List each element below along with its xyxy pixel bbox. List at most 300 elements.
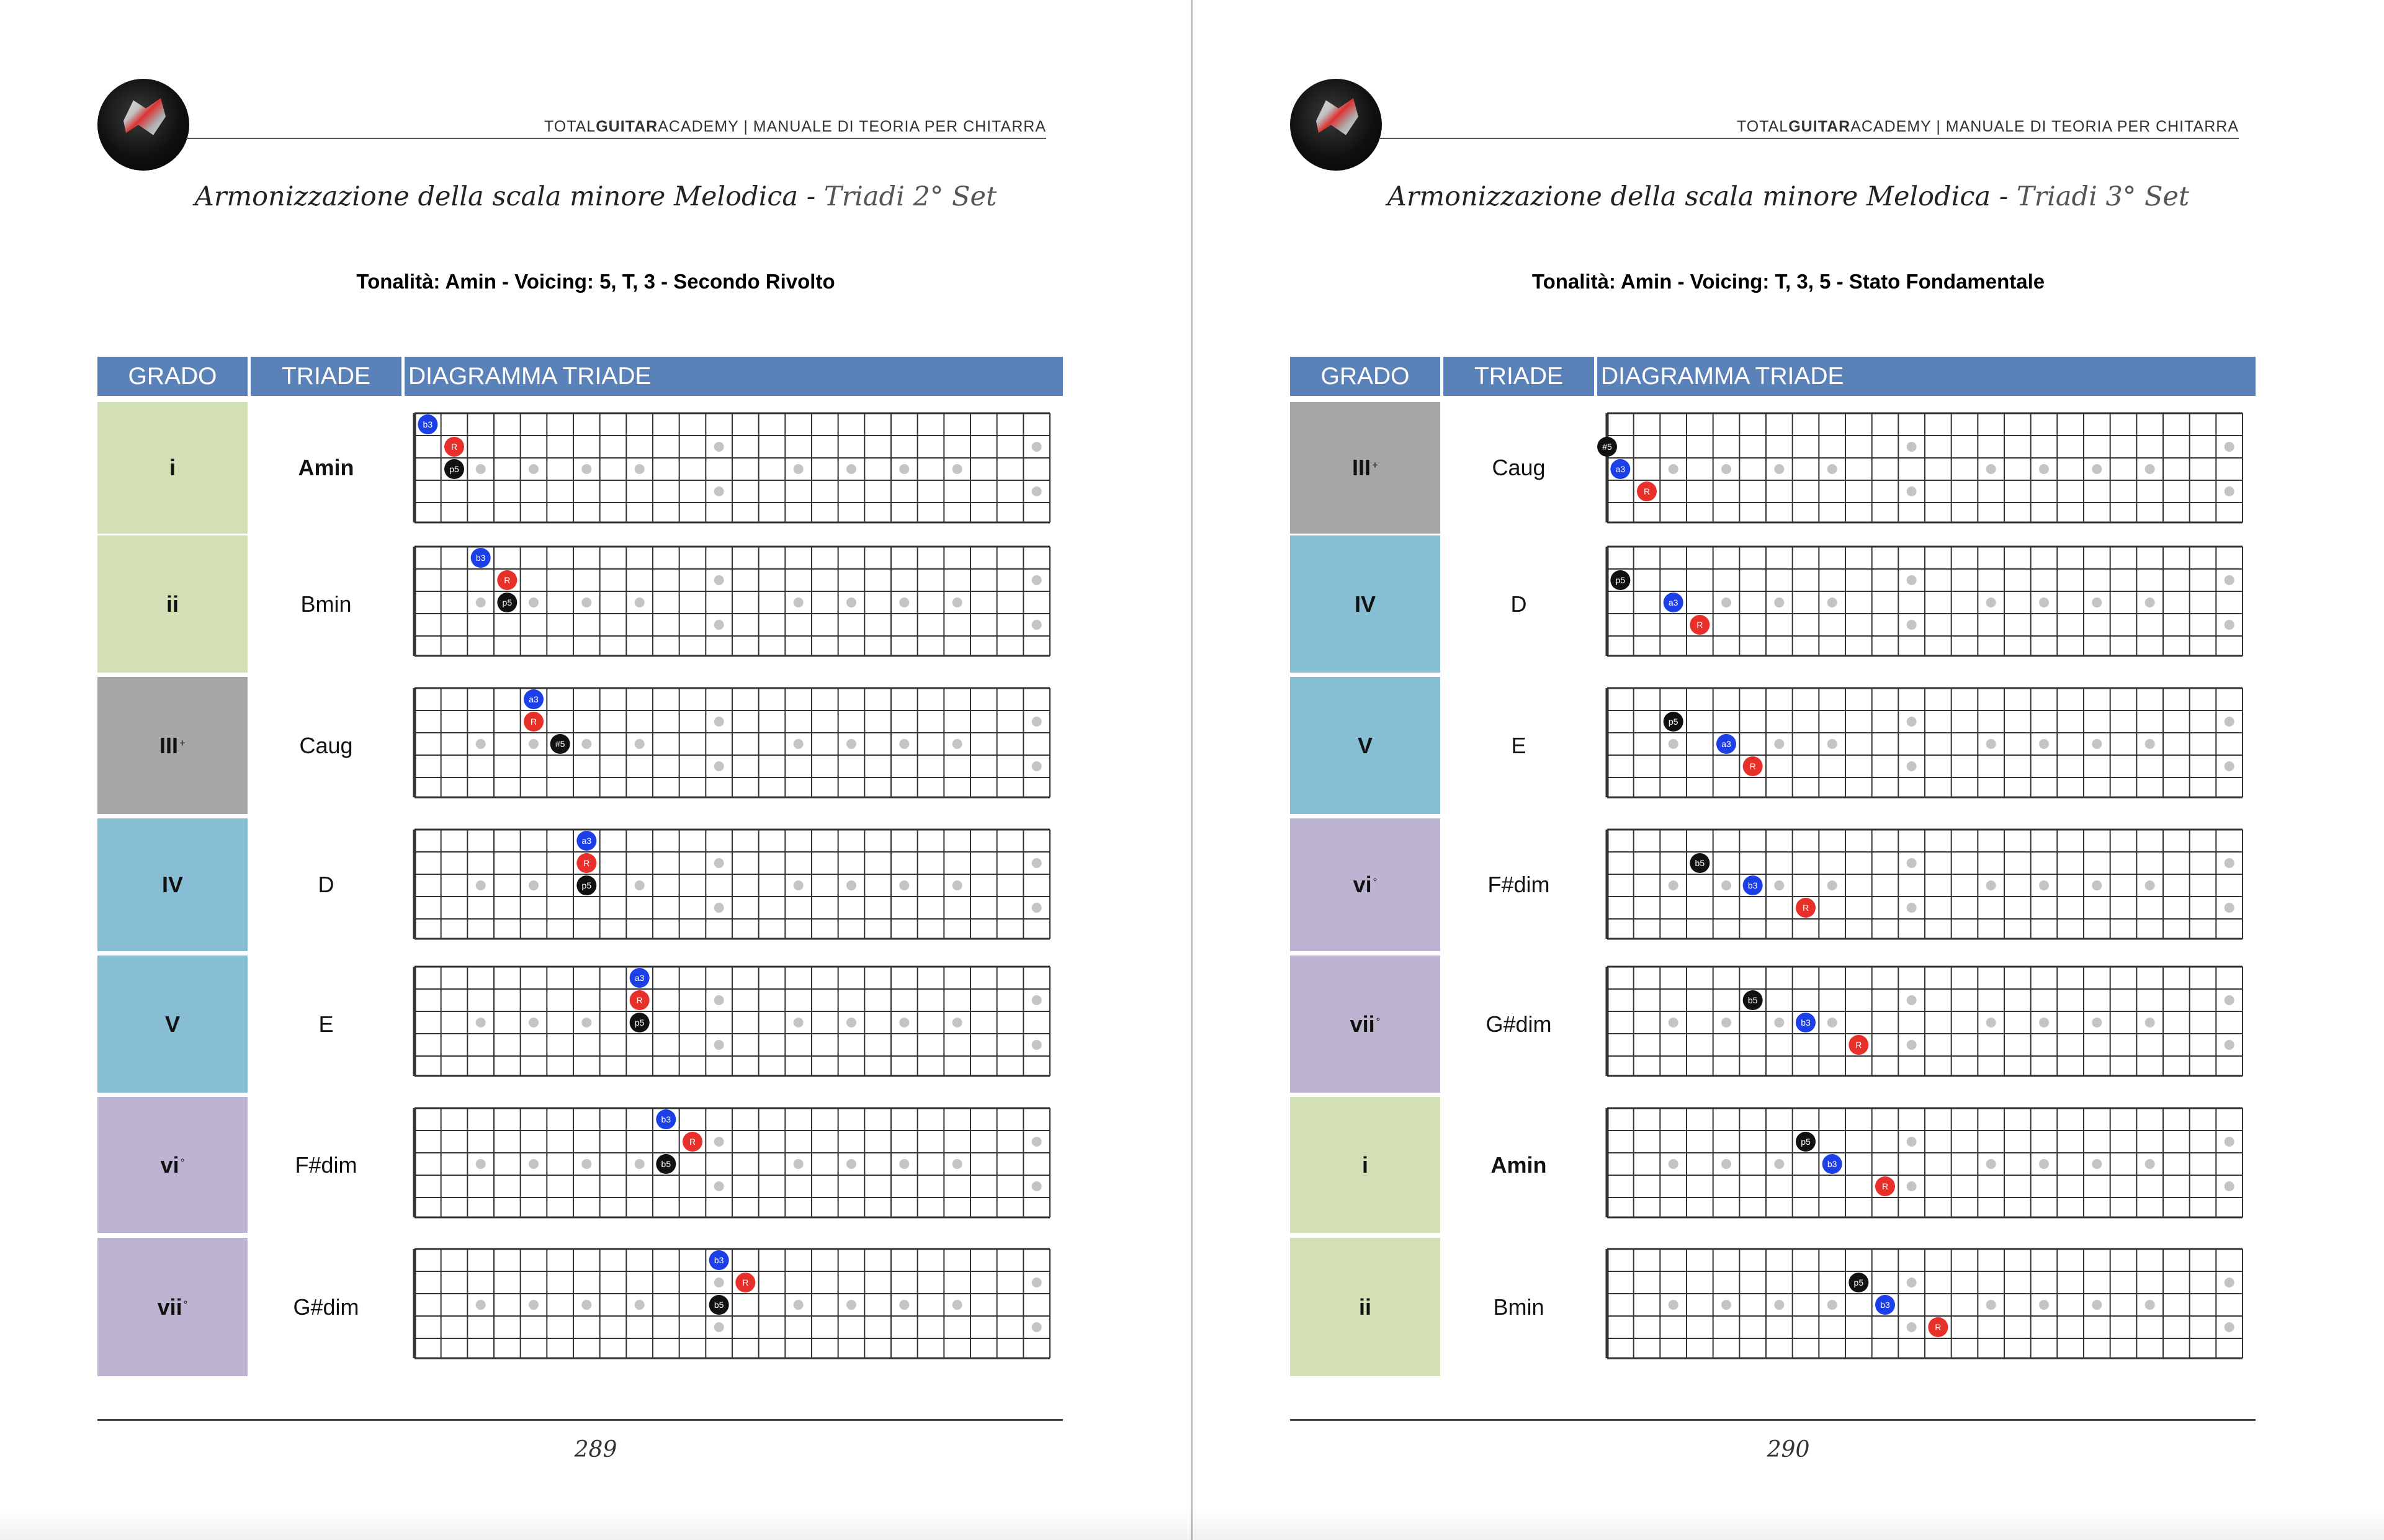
note-label: R <box>1802 903 1809 913</box>
note-label: b3 <box>714 1255 724 1265</box>
brand-total: TOTAL <box>1736 118 1789 135</box>
triade-name: G#dim <box>293 1294 359 1320</box>
triade-name: Caug <box>299 732 353 758</box>
inlay-marker <box>794 598 804 607</box>
grado-cell <box>1290 402 1440 534</box>
inlay-marker <box>952 598 962 607</box>
note-label: p5 <box>1615 575 1626 585</box>
inlay-marker <box>846 1018 856 1027</box>
inlay-marker <box>794 739 804 749</box>
note-dot-blue <box>1664 593 1683 612</box>
inlay-marker <box>1986 1300 1996 1310</box>
inlay-marker <box>1721 1018 1731 1027</box>
note-dot-red <box>1928 1317 1948 1337</box>
grado-label: IV <box>161 872 183 897</box>
note-dot-blue <box>1822 1154 1842 1174</box>
fretboard-diagram <box>1605 542 2244 658</box>
note-label: R <box>742 1278 749 1287</box>
grado-cell <box>97 818 248 951</box>
grado-cell <box>97 1238 248 1376</box>
inlay-marker <box>794 464 804 474</box>
inlay-marker <box>476 880 486 890</box>
diagram-cell <box>1605 1103 2244 1219</box>
grado-label: i <box>1361 1152 1368 1178</box>
note-label: b5 <box>1747 995 1758 1005</box>
note-dot-red <box>1743 756 1763 776</box>
inlay-marker <box>581 1159 591 1169</box>
note-label: R <box>450 442 458 452</box>
inlay-marker <box>2092 464 2102 474</box>
grado-label: vii <box>1350 1011 1375 1037</box>
inlay-marker <box>1907 858 1917 868</box>
note-dot-blue <box>1716 734 1736 754</box>
inlay-marker <box>1032 1278 1042 1287</box>
fretboard-diagram <box>1605 825 2244 941</box>
note-label: p5 <box>502 598 513 607</box>
note-dot-red <box>1796 898 1816 918</box>
note-dot-black <box>550 734 570 754</box>
footer-rule <box>97 1419 1063 1421</box>
fretboard-diagram <box>413 962 1052 1078</box>
note-dot-blue <box>1875 1295 1895 1315</box>
brand-total: TOTAL <box>544 118 596 135</box>
grado-cell <box>97 1097 248 1233</box>
inlay-marker <box>2092 1300 2102 1310</box>
inlay-marker <box>1774 1300 1784 1310</box>
note-dot-black <box>630 1013 650 1032</box>
column-header-diagram: DIAGRAMMA TRIADE <box>405 357 1063 396</box>
inlay-marker <box>529 598 539 607</box>
inlay-marker <box>476 1018 486 1027</box>
inlay-marker <box>1032 1137 1042 1147</box>
academy-logo <box>97 79 189 171</box>
inlay-marker <box>952 1159 962 1169</box>
inlay-marker <box>2225 995 2234 1005</box>
inlay-marker <box>1827 880 1837 890</box>
table-row <box>0 1097 1191 1233</box>
note-dot-red <box>444 437 464 457</box>
note-label: p5 <box>1668 717 1678 727</box>
academy-logo <box>1290 79 1382 171</box>
fretboard-diagram <box>1605 962 2244 1078</box>
note-label: b3 <box>1827 1159 1837 1169</box>
grado-cell <box>97 677 248 814</box>
inlay-marker <box>635 464 645 474</box>
page-title <box>0 181 1191 212</box>
inlay-marker <box>2225 717 2234 727</box>
title-sub: Triadi 3° Set <box>2016 181 2190 212</box>
triade-name: Bmin <box>300 591 352 617</box>
note-label: b5 <box>714 1300 724 1310</box>
inlay-marker <box>476 1159 486 1169</box>
inlay-marker <box>2225 1181 2234 1191</box>
inlay-marker <box>476 464 486 474</box>
inlay-marker <box>1032 1322 1042 1332</box>
inlay-marker <box>952 1300 962 1310</box>
note-label: b5 <box>1695 858 1705 868</box>
note-dot-blue <box>418 414 437 434</box>
grado-quality: ° <box>1376 1015 1381 1027</box>
note-label: a3 <box>529 694 539 704</box>
inlay-marker <box>2225 1137 2234 1147</box>
header-manual: MANUALE DI TEORIA PER CHITARRA <box>1945 118 2239 135</box>
inlay-marker <box>2225 903 2234 913</box>
triade-name: D <box>318 872 334 897</box>
inlay-marker <box>2145 598 2155 607</box>
note-label: b3 <box>1801 1018 1811 1027</box>
inlay-marker <box>529 1159 539 1169</box>
triade-name: F#dim <box>1487 872 1550 897</box>
inlay-marker <box>2145 464 2155 474</box>
inlay-marker <box>1827 1300 1837 1310</box>
fretboard-diagram <box>413 542 1052 658</box>
inlay-marker <box>714 620 724 630</box>
triade-name: Caug <box>1492 455 1546 480</box>
grado-cell <box>1290 1097 1440 1233</box>
logo-guitar-icon <box>1311 96 1361 137</box>
grado-cell <box>97 956 248 1093</box>
inlay-marker <box>1827 598 1837 607</box>
inlay-marker <box>714 995 724 1005</box>
inlay-marker <box>529 1300 539 1310</box>
header-rule <box>1379 138 2239 139</box>
note-dot-blue <box>630 968 650 988</box>
inlay-marker <box>2039 464 2049 474</box>
note-dot-black <box>1743 990 1763 1010</box>
inlay-marker <box>714 486 724 496</box>
note-dot-blue <box>1796 1013 1816 1032</box>
grado-cell <box>1290 956 1440 1093</box>
inlay-marker <box>1669 464 1678 474</box>
note-dot-red <box>1690 615 1710 635</box>
inlay-marker <box>1986 598 1996 607</box>
inlay-marker <box>529 880 539 890</box>
inlay-marker <box>846 880 856 890</box>
triade-name: Bmin <box>1493 1294 1544 1320</box>
inlay-marker <box>714 1322 724 1332</box>
brand-academy: ACADEMY <box>658 118 739 135</box>
inlay-marker <box>1669 739 1678 749</box>
inlay-marker <box>2225 486 2234 496</box>
note-dot-black <box>497 593 517 612</box>
inlay-marker <box>1907 575 1917 585</box>
note-dot-red <box>1637 481 1657 501</box>
title-main: Armonizzazione della scala minore Melodica - <box>1387 181 2009 212</box>
inlay-marker <box>2039 1018 2049 1027</box>
diagram-cell <box>413 408 1052 524</box>
note-dot-red <box>524 712 544 732</box>
inlay-marker <box>714 575 724 585</box>
page-right <box>1193 0 2384 1540</box>
header-manual: MANUALE DI TEORIA PER CHITARRA <box>753 118 1046 135</box>
note-label: #5 <box>1602 442 1612 452</box>
diagram-cell <box>1605 1244 2244 1360</box>
inlay-marker <box>1721 1159 1731 1169</box>
note-dot-black <box>1610 570 1630 590</box>
inlay-marker <box>635 880 645 890</box>
diagram-cell <box>1605 542 2244 658</box>
inlay-marker <box>1032 442 1042 452</box>
inlay-marker <box>794 1018 804 1027</box>
inlay-marker <box>1907 761 1917 771</box>
fretboard-diagram <box>413 1103 1052 1219</box>
note-dot-black <box>576 875 596 895</box>
note-label: a3 <box>1615 464 1626 474</box>
header-brand <box>544 118 1046 136</box>
grado-label: ii <box>166 591 179 617</box>
inlay-marker <box>714 1137 724 1147</box>
logo-guitar-icon <box>119 96 168 137</box>
inlay-marker <box>899 1018 909 1027</box>
diagram-cell <box>1605 962 2244 1078</box>
inlay-marker <box>1721 1300 1731 1310</box>
note-label: b3 <box>1747 880 1758 890</box>
grado-cell <box>1290 1238 1440 1376</box>
inlay-marker <box>1721 880 1731 890</box>
grado-label: III <box>1352 455 1371 480</box>
inlay-marker <box>476 739 486 749</box>
note-label: b3 <box>1880 1300 1890 1310</box>
note-label: p5 <box>634 1018 645 1027</box>
inlay-marker <box>581 739 591 749</box>
inlay-marker <box>899 464 909 474</box>
table-row <box>0 818 1191 951</box>
note-dot-blue <box>656 1109 676 1129</box>
inlay-marker <box>2092 739 2102 749</box>
inlay-marker <box>1032 1040 1042 1050</box>
inlay-marker <box>714 717 724 727</box>
inlay-marker <box>529 1018 539 1027</box>
inlay-marker <box>2092 880 2102 890</box>
inlay-marker <box>2225 1322 2234 1332</box>
footer-rule <box>1290 1419 2256 1421</box>
note-dot-red <box>1875 1176 1895 1196</box>
inlay-marker <box>1986 739 1996 749</box>
inlay-marker <box>1669 880 1678 890</box>
inlay-marker <box>2039 598 2049 607</box>
triade-name: Amin <box>1490 1152 1547 1178</box>
inlay-marker <box>714 903 724 913</box>
inlay-marker <box>1721 598 1731 607</box>
inlay-marker <box>899 1159 909 1169</box>
inlay-marker <box>1907 442 1917 452</box>
inlay-marker <box>794 1300 804 1310</box>
inlay-marker <box>1907 903 1917 913</box>
inlay-marker <box>2145 1300 2155 1310</box>
inlay-marker <box>1907 1181 1917 1191</box>
fretboard-diagram <box>413 1244 1052 1360</box>
note-dot-black <box>1796 1132 1816 1152</box>
inlay-marker <box>581 598 591 607</box>
note-dot-black <box>709 1295 729 1315</box>
grado-quality: ° <box>183 1298 188 1310</box>
table-row <box>1193 677 2384 814</box>
grado-label: III <box>159 732 179 758</box>
note-label: b3 <box>661 1114 671 1124</box>
diagram-cell <box>413 683 1052 799</box>
inlay-marker <box>635 598 645 607</box>
inlay-marker <box>952 739 962 749</box>
note-dot-blue <box>1610 459 1630 479</box>
note-label: b3 <box>475 553 486 563</box>
inlay-marker <box>1907 1137 1917 1147</box>
diagram-cell <box>413 1244 1052 1360</box>
inlay-marker <box>1032 717 1042 727</box>
inlay-marker <box>2225 575 2234 585</box>
inlay-marker <box>1774 739 1784 749</box>
inlay-marker <box>1907 1278 1917 1287</box>
table-row <box>0 956 1191 1093</box>
page-number: 289 <box>574 1437 617 1462</box>
inlay-marker <box>1669 1300 1678 1310</box>
inlay-marker <box>529 739 539 749</box>
fretboard-diagram <box>1605 1103 2244 1219</box>
brand-guitar: GUITAR <box>1788 118 1851 135</box>
grado-quality: ° <box>1373 876 1378 888</box>
inlay-marker <box>2145 1159 2155 1169</box>
note-label: #5 <box>555 739 565 749</box>
inlay-marker <box>714 1040 724 1050</box>
header-brand <box>1737 118 2239 136</box>
fretboard-diagram <box>1605 1244 2244 1360</box>
inlay-marker <box>846 1300 856 1310</box>
note-label: a3 <box>634 973 645 983</box>
title-main: Armonizzazione della scala minore Melodica - <box>194 181 816 212</box>
note-dot-black <box>656 1154 676 1174</box>
fretboard-diagram <box>1602 408 2244 524</box>
inlay-marker <box>635 1159 645 1169</box>
inlay-marker <box>529 464 539 474</box>
inlay-marker <box>1032 761 1042 771</box>
diagram-cell <box>1602 408 2244 524</box>
note-label: a3 <box>1668 598 1678 607</box>
grado-quality: + <box>1372 459 1378 471</box>
column-header-grado: GRADO <box>97 357 248 396</box>
note-dot-red <box>683 1132 702 1152</box>
note-dot-red <box>630 990 650 1010</box>
note-label: R <box>504 575 511 585</box>
inlay-marker <box>899 739 909 749</box>
inlay-marker <box>2039 880 2049 890</box>
title-sub: Triadi 2° Set <box>823 181 997 212</box>
triade-name: E <box>318 1011 334 1037</box>
tonality-subtitle: Tonalità: Amin - Voicing: 5, T, 3 - Secondo Rivolto <box>356 270 835 293</box>
grado-cell <box>1290 535 1440 673</box>
inlay-marker <box>1032 995 1042 1005</box>
grado-label: vi <box>160 1152 179 1178</box>
table-row <box>1193 956 2384 1093</box>
inlay-marker <box>1774 464 1784 474</box>
fretboard-diagram <box>413 825 1052 941</box>
fretboard-diagram <box>1605 683 2244 799</box>
grado-quality: + <box>179 736 186 749</box>
inlay-marker <box>714 1181 724 1191</box>
inlay-marker <box>2039 1159 2049 1169</box>
note-dot-red <box>497 570 517 590</box>
inlay-marker <box>1827 739 1837 749</box>
inlay-marker <box>2145 739 2155 749</box>
page-left <box>0 0 1191 1540</box>
note-label: a3 <box>581 836 592 846</box>
inlay-marker <box>1907 620 1917 630</box>
inlay-marker <box>1032 1181 1042 1191</box>
note-label: R <box>689 1137 696 1147</box>
note-label: b3 <box>423 419 433 429</box>
grado-label: V <box>1357 732 1373 758</box>
grado-cell <box>1290 818 1440 951</box>
inlay-marker <box>635 1300 645 1310</box>
inlay-marker <box>794 880 804 890</box>
header-separator: | <box>738 118 753 135</box>
inlay-marker <box>1907 717 1917 727</box>
inlay-marker <box>1986 1018 1996 1027</box>
grado-label: ii <box>1358 1294 1371 1320</box>
triade-name: Amin <box>298 455 354 480</box>
fretboard-diagram <box>413 683 1052 799</box>
inlay-marker <box>2225 858 2234 868</box>
grado-label: i <box>169 455 176 480</box>
inlay-marker <box>581 1300 591 1310</box>
fretboard-diagram <box>413 408 1052 524</box>
tonality-subtitle: Tonalità: Amin - Voicing: T, 3, 5 - Stato Fondamentale <box>1531 270 2045 293</box>
inlay-marker <box>714 1278 724 1287</box>
inlay-marker <box>2039 739 2049 749</box>
inlay-marker <box>2145 1018 2155 1027</box>
grado-label: vi <box>1353 872 1372 897</box>
note-label: R <box>636 995 643 1005</box>
grado-cell <box>97 535 248 673</box>
diagram-cell <box>1605 683 2244 799</box>
inlay-marker <box>2225 761 2234 771</box>
inlay-marker <box>2092 1159 2102 1169</box>
inlay-marker <box>1907 995 1917 1005</box>
note-label: R <box>1749 761 1756 771</box>
inlay-marker <box>846 464 856 474</box>
inlay-marker <box>581 464 591 474</box>
inlay-marker <box>846 739 856 749</box>
triade-name: G#dim <box>1486 1011 1552 1037</box>
triade-name: E <box>1511 732 1526 758</box>
note-label: b5 <box>661 1159 671 1169</box>
inlay-marker <box>1907 1322 1917 1332</box>
inlay-marker <box>581 1018 591 1027</box>
header-rule <box>186 138 1046 139</box>
inlay-marker <box>1827 464 1837 474</box>
diagram-cell <box>413 1103 1052 1219</box>
note-label: p5 <box>1853 1278 1864 1287</box>
inlay-marker <box>1827 1018 1837 1027</box>
inlay-marker <box>1032 903 1042 913</box>
inlay-marker <box>2092 1018 2102 1027</box>
page-number: 290 <box>1767 1437 1810 1462</box>
diagram-cell <box>1605 825 2244 941</box>
note-dot-black <box>1597 437 1617 457</box>
table-row <box>1193 535 2384 673</box>
column-header-diagram: DIAGRAMMA TRIADE <box>1597 357 2256 396</box>
column-header-triade: TRIADE <box>1443 357 1594 396</box>
note-label: R <box>530 717 537 727</box>
inlay-marker <box>1907 486 1917 496</box>
grado-cell <box>97 402 248 534</box>
page-title <box>1193 181 2384 212</box>
inlay-marker <box>1669 1159 1678 1169</box>
inlay-marker <box>1721 464 1731 474</box>
inlay-marker <box>714 442 724 452</box>
note-label: R <box>1881 1181 1889 1191</box>
inlay-marker <box>1774 598 1784 607</box>
note-dot-blue <box>709 1250 729 1270</box>
grado-label: V <box>164 1011 180 1037</box>
